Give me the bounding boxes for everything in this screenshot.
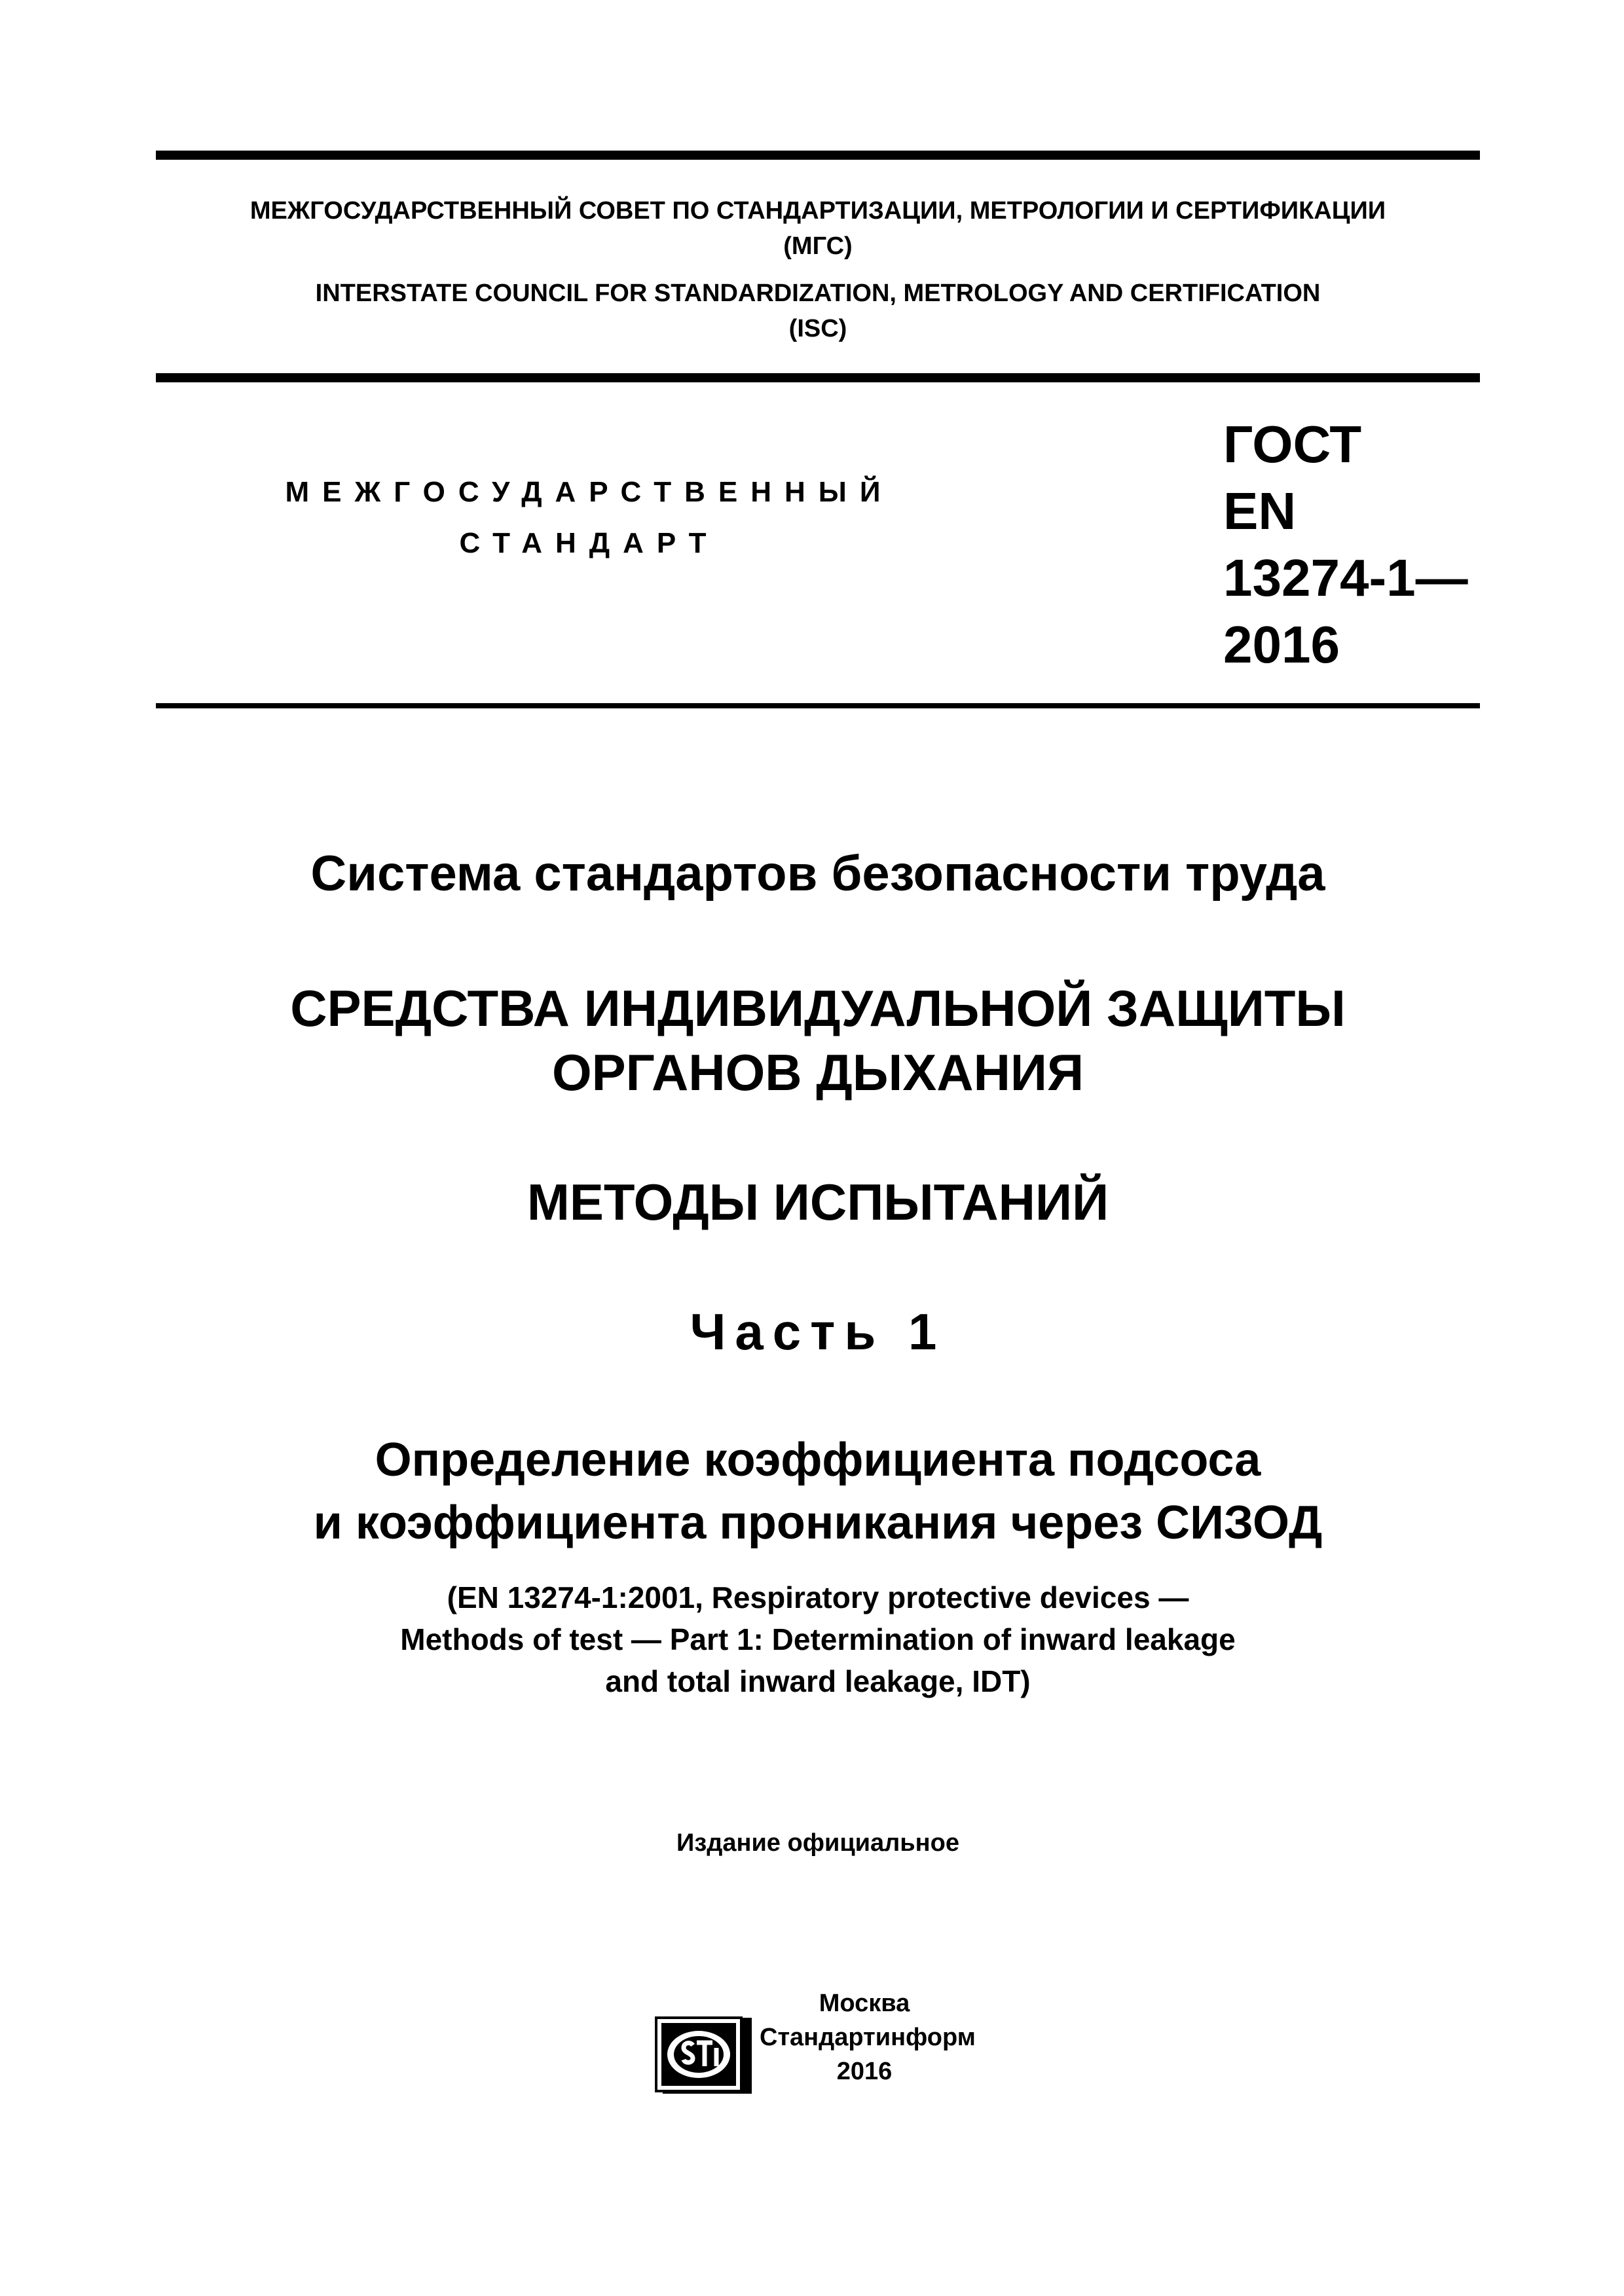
standard-type-line2: СТАНДАРТ — [459, 527, 720, 559]
publisher-city: Москва — [819, 1990, 910, 2017]
council-ru-abbr: (МГС) — [783, 232, 853, 260]
publisher-year: 2016 — [836, 2058, 893, 2085]
council-en-abbr: (ISC) — [788, 315, 847, 342]
standartinform-logo-icon — [655, 2016, 753, 2095]
part-title-line2: и коэффициента проникания через СИЗОД — [313, 1497, 1323, 1549]
council-bottom-rule — [156, 373, 1480, 382]
standard-type-line1: МЕЖГОСУДАРСТВЕННЫЙ — [285, 476, 894, 508]
header-bottom-rule — [156, 703, 1480, 708]
publisher-block — [760, 1986, 976, 2088]
designation-line2: EN — [1223, 482, 1297, 540]
original-reference-line1: (EN 13274-1:2001, Respiratory protective devices — — [447, 1580, 1189, 1614]
part-title-line1: Определение коэффициента подсоса — [375, 1434, 1261, 1486]
designation-line3: 13274-1— — [1223, 549, 1468, 607]
original-reference-line3: and total inward leakage, IDT) — [605, 1664, 1031, 1698]
council-ru-name: МЕЖГОСУДАРСТВЕННЫЙ СОВЕТ ПО СТАНДАРТИЗАЦИИ, МЕТРОЛОГИИ И СЕРТИФИКАЦИИ — [249, 197, 1386, 225]
edition-label: Издание официальное — [676, 1829, 959, 1857]
standard-designation — [1223, 411, 1468, 678]
publisher-name: Стандартинформ — [760, 2024, 976, 2051]
main-title-line1: СРЕДСТВА ИНДИВИДУАЛЬНОЙ ЗАЩИТЫ — [290, 979, 1346, 1037]
designation-line4: 2016 — [1223, 615, 1340, 674]
part-number: Часть 1 — [690, 1303, 946, 1360]
council-en-name: INTERSTATE COUNCIL FOR STANDARDIZATION, METROLOGY AND CERTIFICATION — [315, 280, 1321, 307]
methods-title: МЕТОДЫ ИСПЫТАНИЙ — [526, 1173, 1109, 1231]
main-title-line2: ОРГАНОВ ДЫХАНИЯ — [551, 1044, 1084, 1101]
top-rule — [156, 151, 1480, 160]
designation-line1: ГОСТ — [1223, 415, 1362, 473]
original-reference-line2: Methods of test — Part 1: Determination of inward leakage — [400, 1622, 1236, 1656]
system-title: Система стандартов безопасности труда — [310, 846, 1325, 902]
